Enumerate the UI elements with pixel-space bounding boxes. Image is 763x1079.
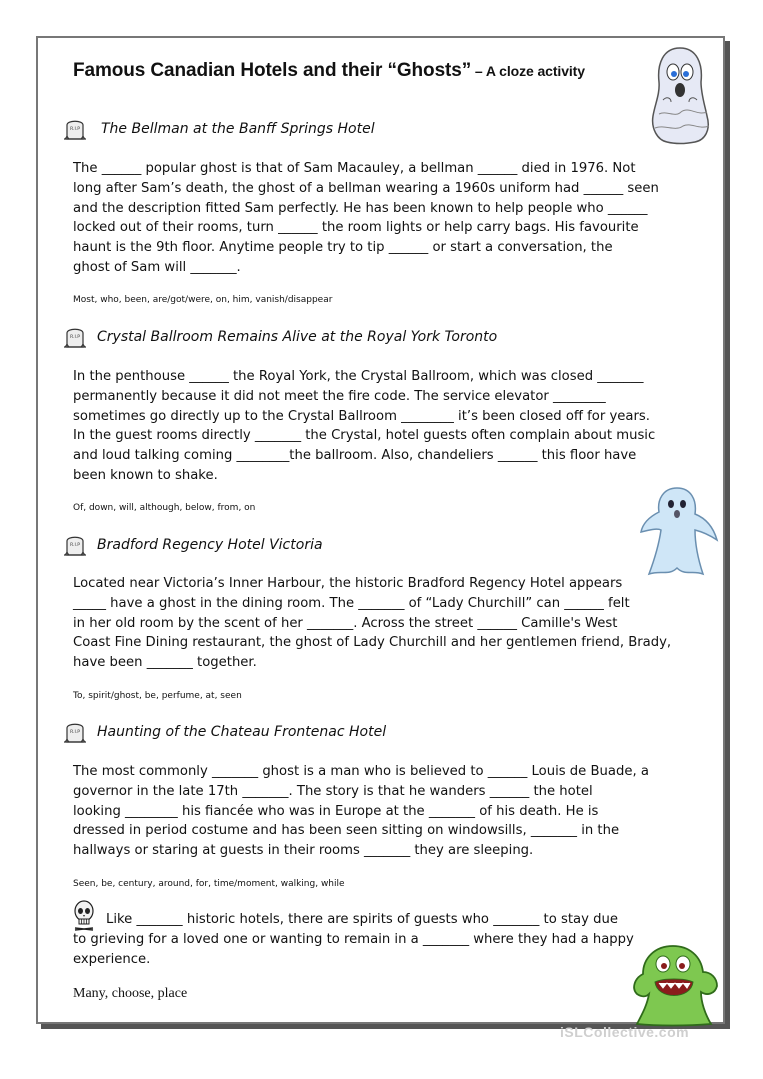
section-4-word-bank: Seen, be, century, around, for, time/moment, walking, while: [73, 879, 345, 889]
watermark: iSLCollective.com: [560, 1024, 690, 1040]
section-4-paragraph: [73, 762, 673, 861]
text-line: Like _______ historic hotels, there are spirits of guests who _______ to stay due: [106, 912, 618, 927]
tombstone-icon: [63, 533, 87, 557]
text-line: in her old room by the scent of her _______. Across the street ______ Camille's West: [73, 615, 618, 631]
tombstone-icon: [63, 325, 87, 349]
text-line: Located near Victoria’s Inner Harbour, the historic Bradford Regency Hotel appears: [73, 576, 623, 591]
svg-text:R.I.P: R.I.P: [70, 543, 80, 548]
svg-text:R.I.P: R.I.P: [70, 127, 80, 132]
svg-text:R.I.P: R.I.P: [70, 730, 80, 735]
final-word-bank: Many, choose, place: [73, 986, 188, 1001]
ghost-illustration-middle: [637, 482, 719, 582]
text-line: haunt is the 9th floor. Anytime people try to tip ______ or start a conversation, the: [73, 240, 613, 256]
section-1-word-bank: Most, who, been, are/got/were, on, him, vanish/disappear: [73, 295, 333, 305]
text-line: In the penthouse ______ the Royal York, the Crystal Ballroom, which was closed _______: [73, 369, 644, 384]
text-line: Coast Fine Dining restaurant, the ghost of Lady Churchill and her gentlemen friend, Brady,: [73, 635, 672, 651]
worksheet-title: [73, 60, 585, 82]
section-4-heading: Haunting of the Chateau Frontenac Hotel: [97, 724, 387, 740]
text-line: ghost of Sam will _______.: [73, 259, 241, 275]
section-3-word-bank: To, spirit/ghost, be, perfume, at, seen: [73, 691, 242, 701]
final-paragraph: [73, 910, 673, 969]
text-line: long after Sam’s death, the ghost of a bellman wearing a 1960s uniform had ______ seen: [73, 180, 659, 196]
section-2-word-bank: Of, down, will, although, below, from, on: [73, 503, 256, 513]
text-line: _____ have a ghost in the dining room. The _______ of “Lady Churchill” can ______ felt: [73, 595, 630, 611]
text-line: experience.: [73, 951, 151, 967]
text-line: dressed in period costume and has been seen sitting on windowsills, _______ in the: [73, 823, 620, 839]
section-1-paragraph: [73, 159, 673, 278]
tombstone-icon: [63, 720, 87, 744]
section-2-heading: Crystal Ballroom Remains Alive at the Royal York Toronto: [97, 329, 498, 345]
title-main: Famous Canadian Hotels and their “Ghosts”: [73, 60, 472, 81]
section-3-paragraph: [73, 574, 673, 673]
ghost-illustration-top: [645, 44, 715, 149]
text-line: hallways or staring at guests in their rooms _______ they are sleeping.: [73, 843, 534, 859]
text-line: permanently because it did not meet the fire code. The service elevator ________: [73, 388, 606, 404]
text-line: and loud talking coming ________the ballroom. Also, chandeliers ______ this floor have: [73, 448, 637, 464]
text-line: locked out of their rooms, turn ______ the room lights or help carry bags. His favourite: [73, 220, 639, 236]
text-line: In the guest rooms directly _______ the Crystal, hotel guests often complain about music: [73, 428, 656, 444]
text-line: and the description fitted Sam perfectly. He has been known to help people who ______: [73, 200, 648, 216]
section-2-paragraph: [73, 367, 673, 486]
text-line: The most commonly _______ ghost is a man who is believed to ______ Louis de Buade, a: [73, 764, 649, 779]
text-line: to grieving for a loved one or wanting to remain in a _______ where they had a happy: [73, 931, 634, 947]
text-line: have been _______ together.: [73, 655, 257, 671]
text-line: The ______ popular ghost is that of Sam Macauley, a bellman ______ died in 1976. Not: [73, 161, 636, 176]
text-line: sometimes go directly up to the Crystal Ballroom ________ it’s been closed off for years.: [73, 408, 650, 424]
text-line: governor in the late 17th _______. The story is that he wanders ______ the hotel: [73, 783, 593, 799]
tombstone-icon: [63, 117, 87, 141]
section-3-heading: Bradford Regency Hotel Victoria: [97, 537, 323, 553]
text-line: looking ________ his fiancée who was in Europe at the _______ of his death. He is: [73, 803, 599, 819]
text-line: been known to shake.: [73, 467, 218, 483]
title-subtitle: – A cloze activity: [471, 63, 585, 79]
section-1-heading: The Bellman at the Banff Springs Hotel: [101, 121, 375, 137]
svg-text:R.I.P: R.I.P: [70, 335, 80, 340]
